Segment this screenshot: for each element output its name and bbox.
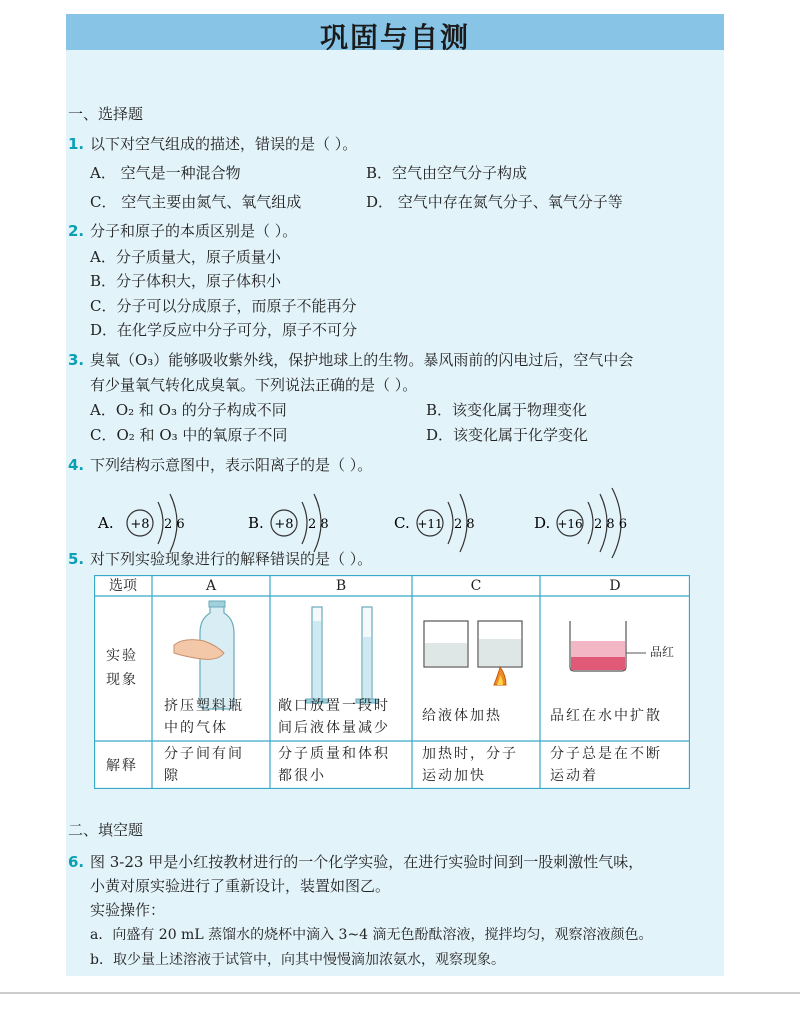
option-a: A．分子质量大，原子质量小: [90, 248, 281, 266]
phenomenon-b-2: 间后液体量减少: [278, 720, 390, 736]
phenomenon-a-2: 中的气体: [164, 720, 228, 736]
table-header-c: C: [470, 578, 482, 594]
experiment-table: [94, 575, 690, 789]
electron-shell: [448, 502, 453, 544]
question-number: 6.: [68, 853, 85, 871]
nucleus-charge: +8: [274, 517, 294, 532]
question-stem-line1: 图 3-23 甲是小红按教材进行的一个化学实验，在进行实验时间到一股刺激性气味，: [90, 853, 644, 871]
experiment-steps-heading: 实验操作：: [90, 901, 166, 919]
experiment-step-a: a．向盛有 20 mL 蒸馏水的烧杯中滴入 3~4 滴无色酚酞溶液，搅拌均匀，观察溶液颜色。: [90, 927, 653, 943]
question-stem-line2: 小黄对原实验进行了重新设计，装置如图乙。: [90, 877, 391, 895]
option-b: B．空气由空气分子构成: [366, 164, 528, 182]
ion-diagram-a: [97, 494, 185, 552]
shell-electrons: 2 6: [164, 517, 185, 532]
option-b: B．分子体积大，原子体积小: [90, 272, 282, 290]
ion-diagram-b: [248, 494, 329, 552]
option-label: C.: [394, 514, 410, 532]
row-label-explanation: 解释: [106, 758, 138, 774]
page-divider: [0, 992, 800, 994]
section-heading-choice: 一、选择题: [68, 105, 144, 123]
option-label: D.: [534, 514, 551, 532]
explanation-d-2: 运动着: [550, 768, 598, 784]
option-d: D．该变化属于化学变化: [426, 426, 589, 444]
question-stem-line1: 臭氧（O₃）能够吸收紫外线，保护地球上的生物。暴风雨前的闪电过后，空气中会: [90, 351, 634, 369]
phenomenon-a-1: 挤压塑料瓶: [164, 698, 244, 714]
explanation-a-1: 分子间有间: [164, 746, 244, 762]
title-banner: [66, 14, 724, 54]
question-number: 3.: [68, 351, 85, 369]
electron-shell: [302, 502, 307, 544]
option-a: A．O₂ 和 O₃ 的分子构成不同: [90, 401, 287, 419]
phenomenon-c-1: 给液体加热: [422, 708, 502, 724]
row-label-phenomenon-1: 实验: [106, 648, 138, 664]
phenomenon-b-1: 敞口放置一段时: [278, 698, 390, 714]
question-stem-line2: 有少量氧气转化成臭氧。下列说法正确的是（ ）。: [90, 376, 418, 394]
shell-electrons: 2 8 6: [594, 517, 628, 532]
explanation-b-2: 都很小: [278, 768, 326, 784]
question-stem: 分子和原子的本质区别是（ ）。: [90, 222, 298, 240]
table-header-b: B: [335, 578, 347, 594]
explanation-a-2: 隙: [164, 768, 180, 784]
nucleus-charge: +11: [417, 517, 443, 531]
option-label: A.: [98, 514, 114, 532]
electron-shell: [588, 502, 593, 544]
ion-diagram-d: [534, 488, 627, 558]
experiment-step-b: b．取少量上述溶液于试管中，向其中慢慢滴加浓氨水，观察现象。: [90, 952, 505, 968]
page-title: 巩固与自测: [319, 21, 470, 54]
explanation-c-1: 加热时，分子: [422, 746, 518, 762]
question-stem: 对下列实验现象进行的解释错误的是（ ）。: [90, 550, 373, 568]
nucleus-charge: +16: [557, 517, 583, 531]
explanation-d-1: 分子总是在不断: [550, 746, 662, 762]
table-header-d: D: [609, 578, 621, 594]
table-header-option: 选项: [109, 578, 137, 594]
option-c: C．分子可以分成原子，而原子不能再分: [90, 297, 357, 315]
table-header-a: A: [205, 578, 217, 594]
shell-electrons: 2 8: [454, 517, 475, 532]
explanation-b-1: 分子质量和体积: [278, 746, 390, 762]
dye-label: 品红: [650, 645, 675, 659]
question-number: 4.: [68, 456, 85, 474]
row-label-phenomenon-2: 现象: [106, 672, 138, 688]
phenomenon-d-1: 品红在水中扩散: [550, 708, 662, 724]
ion-diagram-c: [394, 494, 475, 552]
option-c: C． 空气主要由氮气、氧气组成: [90, 193, 302, 211]
question-stem: 下列结构示意图中，表示阳离子的是（ ）。: [90, 456, 373, 474]
explanation-c-2: 运动加快: [422, 768, 486, 784]
question-stem: 以下对空气组成的描述，错误的是（ ）。: [90, 135, 358, 153]
question-number: 1.: [68, 135, 85, 153]
nucleus-charge: +8: [130, 517, 150, 532]
option-b: B．该变化属于物理变化: [426, 401, 588, 419]
electron-shell: [158, 502, 163, 544]
option-d: D． 空气中存在氮气分子、氧气分子等: [366, 193, 623, 211]
shell-electrons: 2 8: [308, 517, 329, 532]
option-label: B.: [248, 514, 264, 532]
question-number: 2.: [68, 222, 85, 240]
worksheet: [66, 14, 724, 976]
option-a: A． 空气是一种混合物: [90, 164, 241, 182]
option-d: D．在化学反应中分子可分，原子不可分: [90, 321, 358, 339]
option-c: C．O₂ 和 O₃ 中的氧原子不同: [90, 426, 288, 444]
section-heading-fill: 二、填空题: [68, 821, 144, 839]
question-number: 5.: [68, 550, 85, 568]
